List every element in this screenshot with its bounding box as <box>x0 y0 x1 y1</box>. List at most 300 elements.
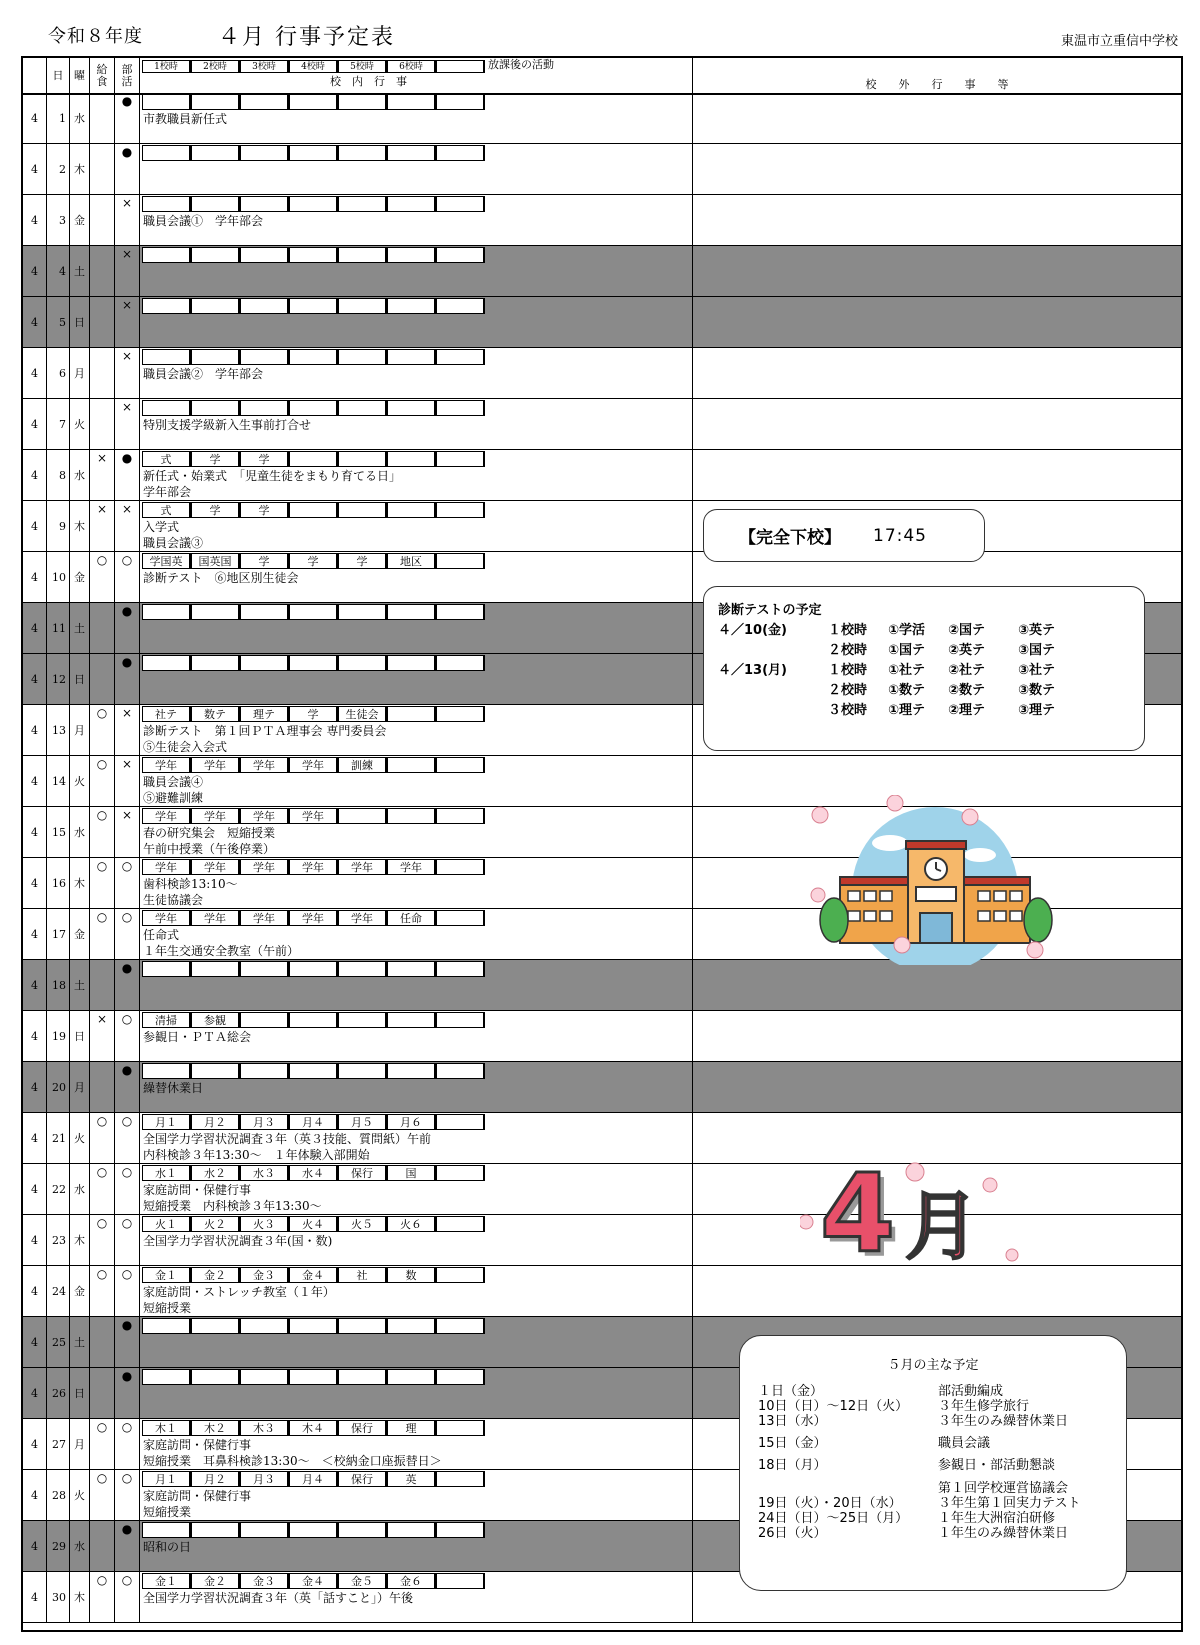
period-slot-2: 参観 <box>191 1012 240 1028</box>
in-school-events: 診断テスト ⑥地区別生徒会 <box>143 571 299 585</box>
after-school-slot <box>436 1063 485 1079</box>
page-title: ４月 行事予定表 <box>218 25 395 50</box>
period-slot-3 <box>240 196 289 212</box>
test-schedule-cell: ４／10(金) <box>718 623 787 638</box>
in-school-cell <box>140 195 693 245</box>
period-slot-1: 月１ <box>142 1114 191 1130</box>
period-slot-6 <box>387 502 436 518</box>
period-slot-2 <box>191 961 240 977</box>
period-slot-1: 金１ <box>142 1267 191 1283</box>
header-period-4: 4校時 <box>289 60 338 73</box>
month-cell: 4 <box>23 603 47 653</box>
table-row <box>23 960 1181 1011</box>
header-in-school-label: 校 内 行 事 <box>330 75 407 88</box>
test-schedule-cell: ①学活 <box>888 623 926 638</box>
in-school-cell <box>140 909 693 959</box>
school-name: 東温市立重信中学校 <box>1060 34 1178 49</box>
period-slot-1 <box>142 1063 191 1079</box>
may-plan-box <box>739 1335 1127 1591</box>
day-cell: 22 <box>47 1164 70 1214</box>
period-slot-6 <box>387 196 436 212</box>
weekday-cell: 木 <box>70 858 90 908</box>
period-slot-4 <box>289 502 338 518</box>
club-cell: ○ <box>115 1266 140 1316</box>
club-cell: ● <box>115 1062 140 1112</box>
table-row <box>23 297 1181 348</box>
period-slot-1: 学年 <box>142 808 191 824</box>
club-cell: × <box>115 501 140 551</box>
in-school-events: 歯科検診13:10～ 生徒協議会 <box>143 877 238 907</box>
in-school-events: 家庭訪問・保健行事 短縮授業 内科検診３年13:30～ <box>143 1183 322 1213</box>
in-school-cell <box>140 1419 693 1469</box>
period-slot-2 <box>191 1369 240 1385</box>
club-cell: × <box>115 297 140 347</box>
out-school-cell <box>693 246 1181 296</box>
period-slot-5 <box>338 247 387 263</box>
period-slot-1 <box>142 961 191 977</box>
after-school-slot <box>436 1216 485 1232</box>
table-row <box>23 450 1181 501</box>
test-schedule-cell: ③英テ <box>1018 623 1056 638</box>
tree <box>820 898 848 942</box>
day-cell: 26 <box>47 1368 70 1418</box>
in-school-cell <box>140 603 693 653</box>
month-cell: 4 <box>23 246 47 296</box>
after-school-slot <box>436 247 485 263</box>
period-slot-4 <box>289 655 338 671</box>
may-plan-event: １年生のみ繰替休業日 <box>938 1526 1069 1541</box>
period-slot-6: 数 <box>387 1267 436 1283</box>
period-slot-4 <box>289 604 338 620</box>
day-cell: 18 <box>47 960 70 1010</box>
club-cell: × <box>115 807 140 857</box>
period-slot-1 <box>142 94 191 110</box>
lunch-cell <box>90 1062 115 1112</box>
period-slot-6: 任命 <box>387 910 436 926</box>
period-slot-2: 水２ <box>191 1165 240 1181</box>
period-slot-1: 金１ <box>142 1573 191 1589</box>
month-cell: 4 <box>23 1215 47 1265</box>
club-cell: ○ <box>115 909 140 959</box>
day-cell: 6 <box>47 348 70 398</box>
month-cell: 4 <box>23 1368 47 1418</box>
test-schedule-cell: ３校時 <box>828 703 868 718</box>
club-cell: × <box>115 705 140 755</box>
period-slot-4: 金４ <box>289 1267 338 1283</box>
after-school-slot <box>436 451 485 467</box>
period-slot-4: 木４ <box>289 1420 338 1436</box>
month-cell: 4 <box>23 297 47 347</box>
may-plan-event: １年生大洲宿泊研修 <box>938 1511 1056 1526</box>
month-cell: 4 <box>23 705 47 755</box>
period-slot-3 <box>240 94 289 110</box>
in-school-events: 特別支援学級新入生事前打合せ <box>143 418 312 432</box>
period-slot-6: 国 <box>387 1165 436 1181</box>
lunch-cell <box>90 1521 115 1571</box>
period-slot-6 <box>387 1522 436 1538</box>
out-school-cell <box>693 348 1181 398</box>
after-school-slot <box>436 94 485 110</box>
period-slot-1: 木１ <box>142 1420 191 1436</box>
header-period-blank <box>436 60 485 73</box>
period-slot-6 <box>387 94 436 110</box>
club-cell: ● <box>115 1521 140 1571</box>
month-cell: 4 <box>23 807 47 857</box>
may-plan-event: 参観日・部活動懇談 <box>938 1458 1056 1473</box>
weekday-cell: 土 <box>70 603 90 653</box>
club-cell: × <box>115 195 140 245</box>
in-school-events: 入学式 職員会議③ <box>143 520 204 550</box>
club-cell: ○ <box>115 1215 140 1265</box>
period-slot-3: 学年 <box>240 757 289 773</box>
period-slot-5 <box>338 145 387 161</box>
period-slot-2 <box>191 298 240 314</box>
in-school-cell <box>140 552 693 602</box>
period-slot-2 <box>191 145 240 161</box>
in-school-events: 全国学力学習状況調査３年(国・数) <box>143 1234 333 1248</box>
period-slot-3: 月３ <box>240 1471 289 1487</box>
month-cell: 4 <box>23 1266 47 1316</box>
period-slot-1: 月１ <box>142 1471 191 1487</box>
period-slot-5: 月５ <box>338 1114 387 1130</box>
period-slot-2 <box>191 349 240 365</box>
day-cell: 19 <box>47 1011 70 1061</box>
period-slot-6: 学年 <box>387 859 436 875</box>
period-slot-1: 式 <box>142 502 191 518</box>
period-slot-2 <box>191 196 240 212</box>
header-month-blank <box>23 58 47 93</box>
may-plan-date: 10日（日）～12日（火） <box>758 1399 909 1414</box>
weekday-cell: 金 <box>70 1266 90 1316</box>
period-slot-5 <box>338 298 387 314</box>
may-plan-date: １日（金） <box>758 1384 824 1399</box>
in-school-events: 職員会議④ ⑤避難訓練 <box>143 775 204 805</box>
cloud <box>964 848 996 862</box>
period-slot-6: 理 <box>387 1420 436 1436</box>
period-slot-4: 火４ <box>289 1216 338 1232</box>
period-slot-3: 月３ <box>240 1114 289 1130</box>
period-slot-4 <box>289 1522 338 1538</box>
month-cell: 4 <box>23 399 47 449</box>
period-slot-6: 火６ <box>387 1216 436 1232</box>
day-cell: 17 <box>47 909 70 959</box>
period-slot-3 <box>240 349 289 365</box>
lunch-cell <box>90 960 115 1010</box>
table-row <box>23 1266 1181 1317</box>
test-schedule-cell: ②社テ <box>948 663 986 678</box>
test-schedule-cell: ③理テ <box>1018 703 1056 718</box>
period-slot-5: 生徒会 <box>338 706 387 722</box>
out-school-cell <box>693 297 1181 347</box>
day-cell: 10 <box>47 552 70 602</box>
period-slot-6: 英 <box>387 1471 436 1487</box>
period-slot-3 <box>240 1012 289 1028</box>
after-school-slot <box>436 1471 485 1487</box>
in-school-cell <box>140 1266 693 1316</box>
period-slot-4: 学 <box>289 706 338 722</box>
period-slot-6 <box>387 1012 436 1028</box>
period-slot-5: 社 <box>338 1267 387 1283</box>
day-cell: 25 <box>47 1317 70 1367</box>
out-school-cell <box>693 399 1181 449</box>
after-school-slot <box>436 604 485 620</box>
period-slot-5: 金５ <box>338 1573 387 1589</box>
period-slot-1: 学国英 <box>142 553 191 569</box>
period-slot-2 <box>191 604 240 620</box>
school-building-illustration <box>810 795 1055 965</box>
header-period-5: 5校時 <box>338 60 387 73</box>
month-cell: 4 <box>23 960 47 1010</box>
month-cell: 4 <box>23 1521 47 1571</box>
may-plan-date: 13日（水） <box>758 1414 827 1429</box>
period-slot-3 <box>240 400 289 416</box>
weekday-cell: 火 <box>70 756 90 806</box>
period-slot-4 <box>289 349 338 365</box>
period-slot-2: 月２ <box>191 1114 240 1130</box>
weekday-cell: 火 <box>70 1470 90 1520</box>
header-day: 日 <box>47 58 70 93</box>
day-cell: 29 <box>47 1521 70 1571</box>
may-plan-date: 15日（金） <box>758 1436 827 1451</box>
period-slot-5 <box>338 655 387 671</box>
weekday-cell: 水 <box>70 93 90 143</box>
club-cell: ○ <box>115 552 140 602</box>
out-school-cell <box>693 450 1181 500</box>
period-slot-1: 水１ <box>142 1165 191 1181</box>
test-schedule-cell: ４／13(月) <box>718 663 787 678</box>
test-schedule-cell: １校時 <box>828 663 868 678</box>
test-schedule-cell: ②国テ <box>948 623 986 638</box>
period-slot-4: 学年 <box>289 859 338 875</box>
period-slot-5: 学年 <box>338 859 387 875</box>
day-cell: 11 <box>47 603 70 653</box>
club-cell: ● <box>115 1368 140 1418</box>
in-school-cell <box>140 1113 693 1163</box>
period-slot-6: 地区 <box>387 553 436 569</box>
test-schedule-cell: １校時 <box>828 623 868 638</box>
table-row <box>23 1062 1181 1113</box>
period-slot-6 <box>387 1063 436 1079</box>
period-slot-1 <box>142 349 191 365</box>
period-slot-6 <box>387 655 436 671</box>
out-school-cell <box>693 1113 1181 1163</box>
period-slot-1: 火１ <box>142 1216 191 1232</box>
test-schedule-box <box>703 586 1145 751</box>
club-cell: ● <box>115 144 140 194</box>
after-school-slot <box>436 1012 485 1028</box>
table-row <box>23 195 1181 246</box>
lunch-cell <box>90 654 115 704</box>
day-cell: 9 <box>47 501 70 551</box>
test-schedule-cell: ③社テ <box>1018 663 1056 678</box>
period-slot-4: 水４ <box>289 1165 338 1181</box>
period-slot-2: 学年 <box>191 859 240 875</box>
header-lunch: 給食 <box>90 58 115 93</box>
period-slot-1 <box>142 298 191 314</box>
in-school-cell <box>140 1470 693 1520</box>
period-slot-3: 木３ <box>240 1420 289 1436</box>
test-schedule-title: 診断テストの予定 <box>718 603 822 618</box>
period-slot-1 <box>142 1318 191 1334</box>
club-cell: × <box>115 348 140 398</box>
period-slot-4: 月４ <box>289 1471 338 1487</box>
lunch-cell <box>90 246 115 296</box>
period-slot-3: 学年 <box>240 910 289 926</box>
period-slot-5: 学年 <box>338 910 387 926</box>
out-school-cell <box>693 144 1181 194</box>
day-cell: 5 <box>47 297 70 347</box>
month-cell: 4 <box>23 93 47 143</box>
day-cell: 8 <box>47 450 70 500</box>
lunch-cell: × <box>90 501 115 551</box>
weekday-cell: 金 <box>70 909 90 959</box>
club-cell: ○ <box>115 858 140 908</box>
weekday-cell: 木 <box>70 1215 90 1265</box>
lunch-cell <box>90 1317 115 1367</box>
period-slot-2: 国英国 <box>191 553 240 569</box>
lunch-cell: ○ <box>90 705 115 755</box>
weekday-cell: 月 <box>70 348 90 398</box>
in-school-cell <box>140 1521 693 1571</box>
in-school-events: 診断テスト 第１回ＰＴＡ理事会 専門委員会 ⑤生徒会入会式 <box>143 724 387 754</box>
day-cell: 20 <box>47 1062 70 1112</box>
day-cell: 12 <box>47 654 70 704</box>
period-slot-6 <box>387 400 436 416</box>
period-slot-1 <box>142 400 191 416</box>
sakura-decoration <box>800 1160 1020 1270</box>
in-school-events: 繰替休業日 <box>143 1081 204 1095</box>
period-slot-5 <box>338 196 387 212</box>
day-cell: 30 <box>47 1572 70 1622</box>
period-slot-3: 理テ <box>240 706 289 722</box>
out-school-cell <box>693 960 1181 1010</box>
in-school-cell <box>140 399 693 449</box>
in-school-events: 任命式 １年生交通安全教室（午前） <box>143 928 300 958</box>
month-cell: 4 <box>23 654 47 704</box>
after-school-slot <box>436 859 485 875</box>
period-slot-4 <box>289 94 338 110</box>
after-school-slot <box>436 196 485 212</box>
test-schedule-cell: ②数テ <box>948 683 986 698</box>
dismissal-label: 【完全下校】 <box>739 528 841 548</box>
in-school-cell <box>140 1164 693 1214</box>
day-cell: 21 <box>47 1113 70 1163</box>
in-school-events: 市教職員新任式 <box>143 112 228 126</box>
after-school-slot <box>436 1573 485 1589</box>
in-school-cell <box>140 1062 693 1112</box>
tower-roof <box>906 841 966 849</box>
period-slot-2: 火２ <box>191 1216 240 1232</box>
after-school-slot <box>436 1114 485 1130</box>
period-slot-2: 木２ <box>191 1420 240 1436</box>
weekday-cell: 木 <box>70 1572 90 1622</box>
lunch-cell: ○ <box>90 1164 115 1214</box>
weekday-cell: 日 <box>70 297 90 347</box>
table-row <box>23 144 1181 195</box>
period-slot-2: 学 <box>191 451 240 467</box>
period-slot-2: 金２ <box>191 1267 240 1283</box>
in-school-cell <box>140 93 693 143</box>
in-school-events: 家庭訪問・ストレッチ教室（１年） 短縮授業 <box>143 1285 335 1315</box>
after-school-slot <box>436 961 485 977</box>
period-slot-4 <box>289 1318 338 1334</box>
after-school-slot <box>436 298 485 314</box>
period-slot-5 <box>338 1522 387 1538</box>
weekday-cell: 金 <box>70 195 90 245</box>
period-slot-3: 水３ <box>240 1165 289 1181</box>
in-school-events: 春の研究集会 短縮授業 午前中授業（午後停業） <box>143 826 276 856</box>
day-cell: 24 <box>47 1266 70 1316</box>
out-school-cell <box>693 1062 1181 1112</box>
weekday-cell: 火 <box>70 1113 90 1163</box>
in-school-events: 職員会議① 学年部会 <box>143 214 264 228</box>
period-slot-5: 学 <box>338 553 387 569</box>
header-club: 部活 <box>115 58 140 93</box>
period-slot-1 <box>142 604 191 620</box>
after-school-slot <box>436 757 485 773</box>
period-slot-3: 火３ <box>240 1216 289 1232</box>
period-slot-5: 保行 <box>338 1471 387 1487</box>
lunch-cell <box>90 195 115 245</box>
test-schedule-cell: ①社テ <box>888 663 926 678</box>
period-slot-1: 学年 <box>142 757 191 773</box>
period-slot-5 <box>338 808 387 824</box>
period-slot-6 <box>387 808 436 824</box>
weekday-cell: 金 <box>70 552 90 602</box>
period-slot-1: 式 <box>142 451 191 467</box>
may-plan-date: 24日（日）～25日（月） <box>758 1511 909 1526</box>
period-slot-1 <box>142 1369 191 1385</box>
in-school-cell <box>140 144 693 194</box>
header-after-school: 放課後の活動 <box>488 58 554 71</box>
month-cell: 4 <box>23 756 47 806</box>
lunch-cell: ○ <box>90 1215 115 1265</box>
after-school-slot <box>436 1522 485 1538</box>
club-cell: ○ <box>115 1419 140 1469</box>
period-slot-2: 学 <box>191 502 240 518</box>
test-schedule-cell: ①理テ <box>888 703 926 718</box>
period-slot-4: 学年 <box>289 808 338 824</box>
may-plan-title: ５月の主な予定 <box>887 1358 979 1373</box>
in-school-events: 全国学力学習状況調査３年（英３技能、質問紙）午前 内科検診３年13:30～ １年体験入部開始 <box>143 1132 432 1162</box>
header-in-school <box>140 58 693 93</box>
after-school-slot <box>436 706 485 722</box>
period-slot-4: 金４ <box>289 1573 338 1589</box>
period-slot-4: 学年 <box>289 910 338 926</box>
period-slot-5 <box>338 400 387 416</box>
in-school-events: 新任式・始業式 「児童生徒をまもり育てる日」 学年部会 <box>143 469 402 499</box>
period-slot-1: 学年 <box>142 910 191 926</box>
lunch-cell: ○ <box>90 1419 115 1469</box>
weekday-cell: 木 <box>70 501 90 551</box>
period-slot-4 <box>289 247 338 263</box>
period-slot-6 <box>387 451 436 467</box>
period-slot-4 <box>289 145 338 161</box>
period-slot-5 <box>338 1369 387 1385</box>
out-school-cell <box>693 1011 1181 1061</box>
month-cell: 4 <box>23 1419 47 1469</box>
period-slot-2: 学年 <box>191 808 240 824</box>
lunch-cell: ○ <box>90 858 115 908</box>
period-slot-1 <box>142 655 191 671</box>
in-school-cell <box>140 960 693 1010</box>
period-slot-4: 学 <box>289 553 338 569</box>
lunch-cell: × <box>90 450 115 500</box>
after-school-slot <box>436 655 485 671</box>
month-cell: 4 <box>23 1062 47 1112</box>
day-cell: 3 <box>47 195 70 245</box>
period-slot-3 <box>240 247 289 263</box>
